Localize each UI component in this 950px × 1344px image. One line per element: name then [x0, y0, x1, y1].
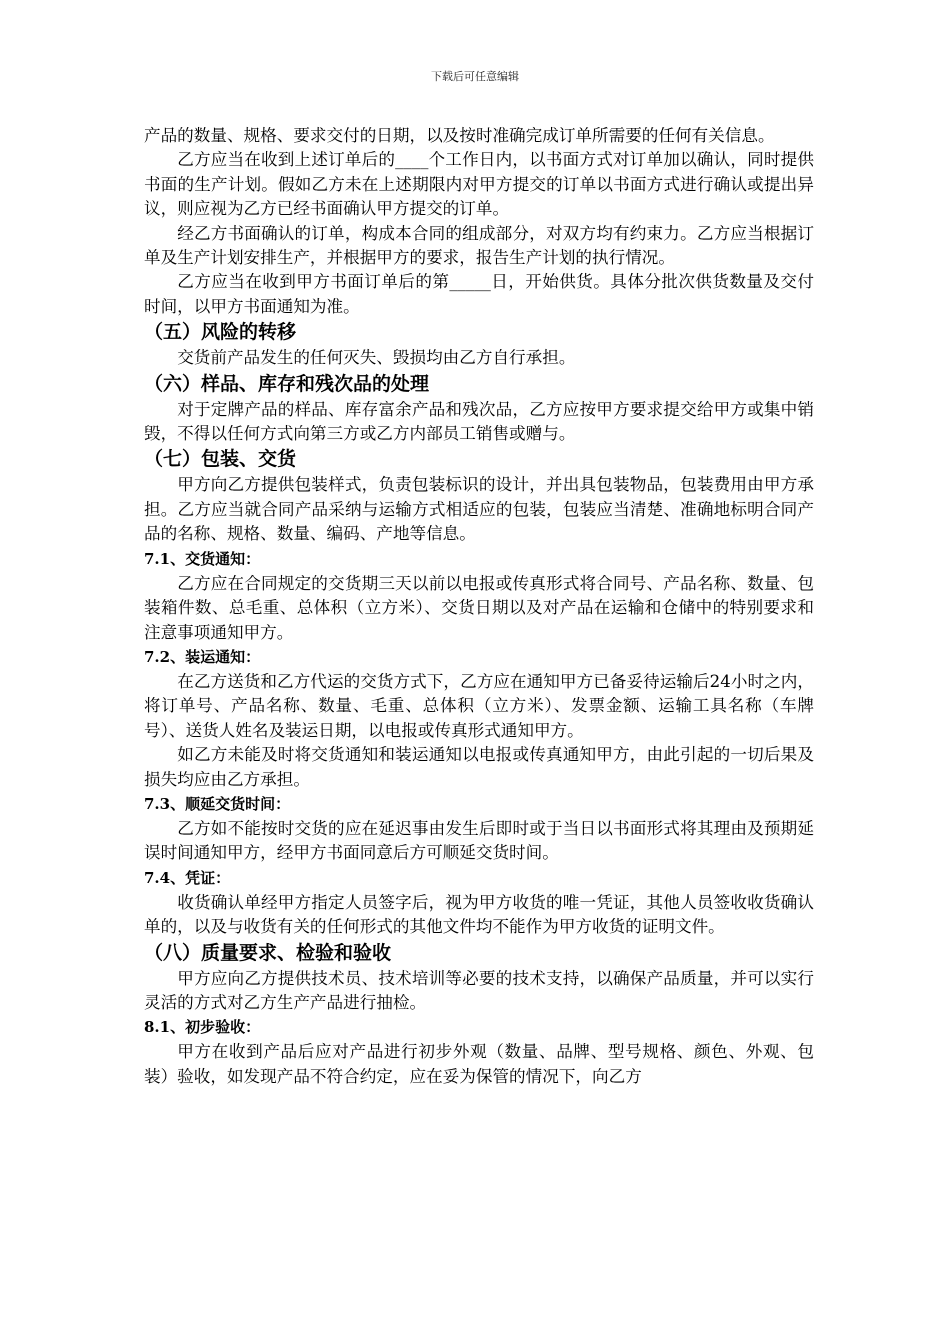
subsection-heading: 7.3、顺延交货时间：	[144, 794, 291, 813]
section-heading: （八）质量要求、检验和验收	[144, 941, 392, 964]
paragraph: 乙方如不能按时交货的应在延迟事由发生后即时或于当日以书面形式将其理由及预期延误时间通知甲方，经甲方书面同意后方可顺延交货时间。	[144, 818, 814, 863]
paragraph: 如乙方未能及时将交货通知和装运通知以电报或传真通知甲方，由此引起的一切后果及损失均应由乙方承担。	[144, 745, 814, 789]
paragraph: 交货前产品发生的任何灭失、毁损均由乙方自行承担。	[177, 348, 576, 368]
paragraph: 甲方向乙方提供包装样式，负责包装标识的设计，并出具包装物品，包装费用由甲方承担。乙方应当就合同产品采纳与运输方式相适应的包装，包装应当清楚、准确地标明合同产品的名称、规格、数量、编码、产地等信息。	[144, 475, 814, 544]
paragraph: 在乙方送货和乙方代运的交货方式下，乙方应在通知甲方已备妥待运输后24小时之内，将订单号、产品名称、数量、毛重、总体积（立方米）、发票金额、运输工具名称（车牌号）、送货人姓名及装运日期，以电报或传真形式通知甲方。	[144, 671, 814, 740]
paragraph: 对于定牌产品的样品、库存富余产品和残次品，乙方应按甲方要求提交给甲方或集中销毁，不得以任何方式向第三方或乙方内部员工销售或赠与。	[144, 399, 814, 444]
section-heading: （七）包装、交货	[144, 448, 297, 471]
paragraph-text: 个工作日内，以书面方式对订单加以确认，同时提供书面的生产计划。假如乙方未在上述期限内对甲方提交的订单以书面方式进行确认或提出异议，则应视为乙方已经书面确认甲方提交的订单。	[144, 150, 815, 219]
paragraph-text: 乙方应当在收到甲方书面订单后的第	[177, 272, 450, 292]
paragraph: 甲方在收到产品后应对产品进行初步外观（数量、品牌、型号规格、颜色、外观、包装）验收，如发现产品不符合约定，应在妥为保管的情况下，向乙方	[144, 1042, 814, 1086]
section-heading: （五）风险的转移	[144, 321, 297, 344]
fill-in-blank: ____	[395, 150, 429, 170]
paragraph-text: 乙方应当在收到上述订单后的	[177, 150, 396, 170]
paragraph: 甲方应向乙方提供技术员、技术培训等必要的技术支持，以确保产品质量，并可以实行灵活的方式对乙方生产产品进行抽检。	[144, 968, 814, 1012]
paragraph: 乙方应在合同规定的交货期三天以前以电报或传真形式将合同号、产品名称、数量、包装箱件数、总毛重、总体积（立方米）、交货日期以及对产品在运输和仓储中的特别要求和注意事项通知甲方。	[144, 573, 814, 642]
subsection-heading: 7.2、装运通知：	[144, 647, 261, 666]
subsection-heading: 7.4、凭证：	[144, 868, 231, 887]
fill-in-blank: _____	[449, 272, 491, 292]
paragraph: 收货确认单经甲方指定人员签字后，视为甲方收货的唯一凭证，其他人员签收收货确认单的，以及与收货有关的任何形式的其他文件均不能作为甲方收货的证明文件。	[144, 892, 814, 937]
page-header: 下载后可任意编辑	[431, 70, 519, 83]
paragraph	[144, 270, 814, 319]
subsection-heading: 8.1、初步验收：	[144, 1018, 261, 1037]
document-body	[144, 124, 814, 1089]
paragraph-text: 日，开始供货。具体分批次供货数量及交付时间，以甲方书面通知为准。	[144, 272, 815, 316]
paragraph	[144, 148, 814, 221]
subsection-heading: 7.1、交货通知：	[144, 549, 261, 568]
paragraph: 产品的数量、规格、要求交付的日期，以及按时准确完成订单所需要的任何有关信息。	[144, 126, 775, 145]
section-heading: （六）样品、库存和残次品的处理	[144, 372, 430, 395]
paragraph: 经乙方书面确认的订单，构成本合同的组成部分，对双方均有约束力。乙方应当根据订单及生产计划安排生产，并根据甲方的要求，报告生产计划的执行情况。	[144, 223, 814, 268]
